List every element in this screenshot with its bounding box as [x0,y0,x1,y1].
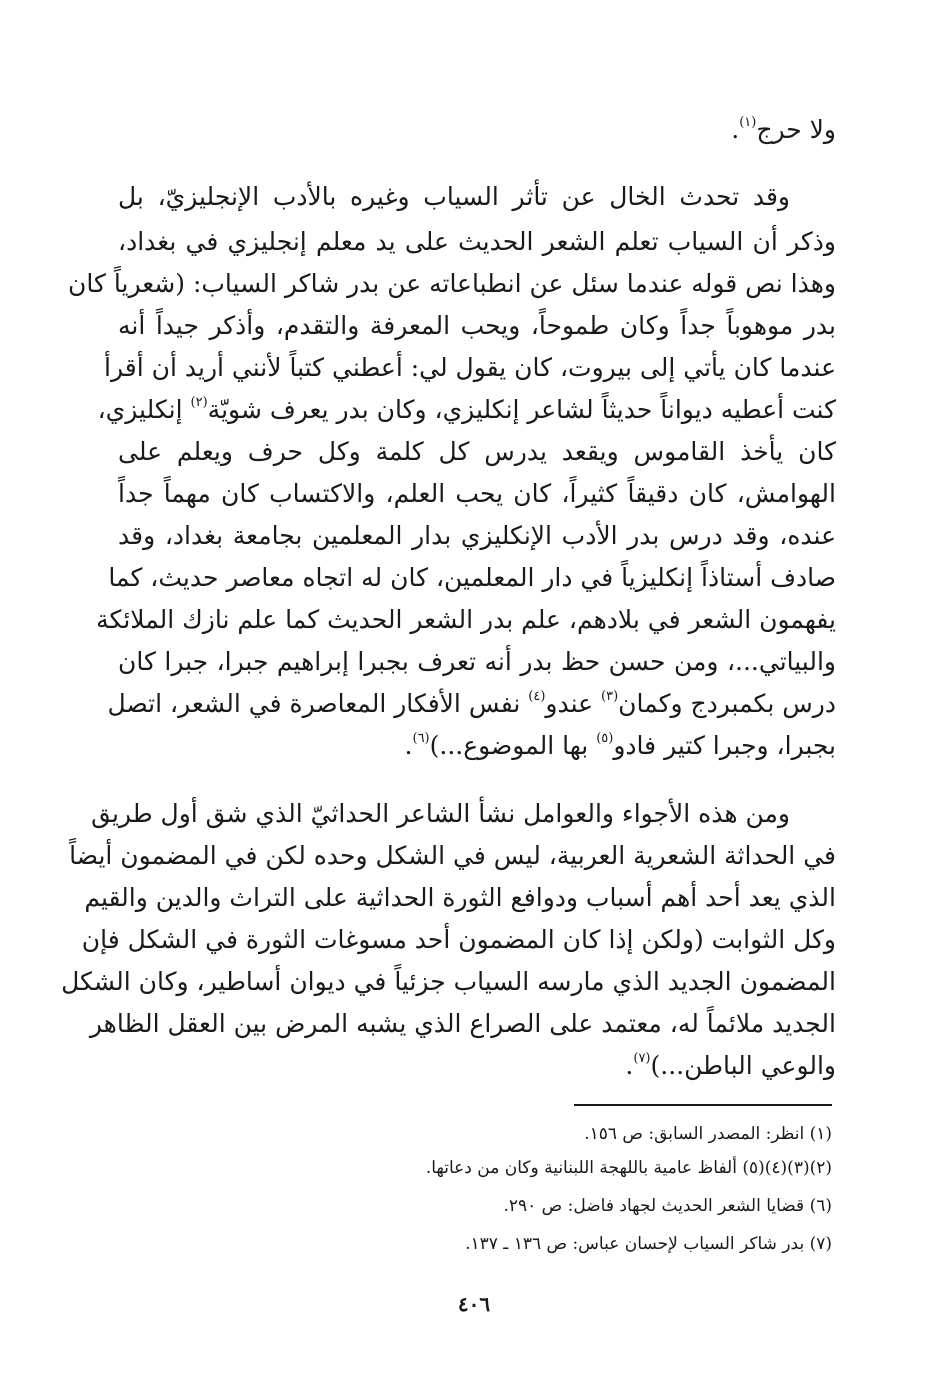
footnote-marker: (٧) [633,1051,651,1066]
line-text: كنت أعطيه ديواناً حديثاً لشاعر إنكليزي، وكان بدر يعرف شويّة [207,395,836,424]
footnote-marker: (٥) [596,731,614,746]
footnote-marker: (٣) [601,689,619,704]
text-line: كان يأخذ القاموس ويقعد يدرس كل كلمة وكل حرف ويعلم على [118,437,836,466]
line-text: . [404,731,413,760]
line-text: بجبرا، وجبرا كتير فادو [613,731,836,760]
footnote-separator [574,1104,832,1106]
footnote: (٢)(٣)(٤)(٥) ألفاظ عامية باللهجة اللبنانية وكان من دعاتها. [425,1158,832,1178]
line-text: عندو [545,689,601,718]
line-text: بها الموضوع...) [429,731,597,760]
line-text: . [731,115,740,144]
text-line [118,110,836,150]
footnote-marker: (٤) [528,689,546,704]
text-line: وقد تحدث الخال عن تأثر السياب وغيره بالأدب الإنجليزيّ، بل [118,182,790,211]
footnote: (١) انظر: المصدر السابق: ص ١٥٦. [584,1124,832,1144]
text-line: الجديد ملائماً له، معتمد على الصراع الذي يشبه المرض بين العقل الظاهر [89,1009,836,1038]
text-line: عنده، وقد درس بدر الأدب الإنكليزي بدار المعلمين بجامعة بغداد، وقد [118,521,836,550]
footnote: (٦) قضايا الشعر الحديث لجهاد فاضل: ص ٢٩٠. [503,1196,832,1216]
page-number: ٤٠٦ [457,1292,491,1316]
line-text: درس بكمبردج وكمان [618,689,836,718]
footnote-marker: (٦) [412,731,430,746]
line-text: إنكليزي، [97,395,191,424]
footnote-marker: (١) [739,115,757,130]
text-line [107,684,836,724]
text-line: المضمون الجديد الذي مارسه السياب جزئياً في ديوان أساطير، وكان الشكل [61,967,836,996]
text-line: بدر موهوباً جداً وكان طموحاً، ويحب المعرفة والتقدم، وأذكر جيداً أنه [118,311,836,340]
line-text: نفس الأفكار المعاصرة في الشعر، اتصل [107,689,529,718]
footnote-marker: (٢) [190,395,208,410]
text-line: صادف أستاذاً إنكليزياً في دار المعلمين، كان له اتجاه معاصر حديث، كما [108,563,836,592]
line-text: ولا حرج [756,115,836,144]
text-line: عندما كان يأتي إلى بيروت، كان يقول لي: أعطني كتباً لأنني أريد أن أقرأ [104,353,836,382]
text-line: الهوامش، كان دقيقاً كثيراً، كان يحب العلم، والاكتساب كان مهماً جداً [118,479,836,508]
line-text: . [625,1051,634,1080]
text-line [118,726,836,766]
text-line: وهذا نص قوله عندما سئل عن انطباعاته عن بدر شاكر السياب: (شعرياً كان [68,269,836,298]
text-line [97,390,836,430]
text-line: والبياتي...، ومن حسن حظ بدر أنه تعرف بجبرا إبراهيم جبرا، جبرا كان [118,647,836,676]
text-line: الذي يعد أحد أهم أسباب ودوافع الثورة الحداثية على التراث والدين والقيم [84,883,836,912]
text-line: في الحداثة الشعرية العربية، ليس في الشكل وحده لكن في المضمون أيضاً [69,841,836,870]
text-line: وذكر أن السياب تعلم الشعر الحديث على يد معلم إنجليزي في بغداد، [118,227,836,256]
line-text: والوعي الباطن...) [650,1051,836,1080]
text-line: يفهمون الشعر في بلادهم، علم بدر الشعر الحديث كما علم نازك الملائكة [96,605,836,634]
footnote: (٧) بدر شاكر السياب لإحسان عباس: ص ١٣٦ ـ ١٣٧. [465,1234,832,1254]
text-line [118,1046,836,1086]
text-line: وكل الثوابت (ولكن إذا كان المضمون أحد مسوغات الثورة في الشكل فإن [81,925,836,954]
text-line: ومن هذه الأجواء والعوامل نشأ الشاعر الحداثيّ الذي شق أول طريق [91,799,790,828]
